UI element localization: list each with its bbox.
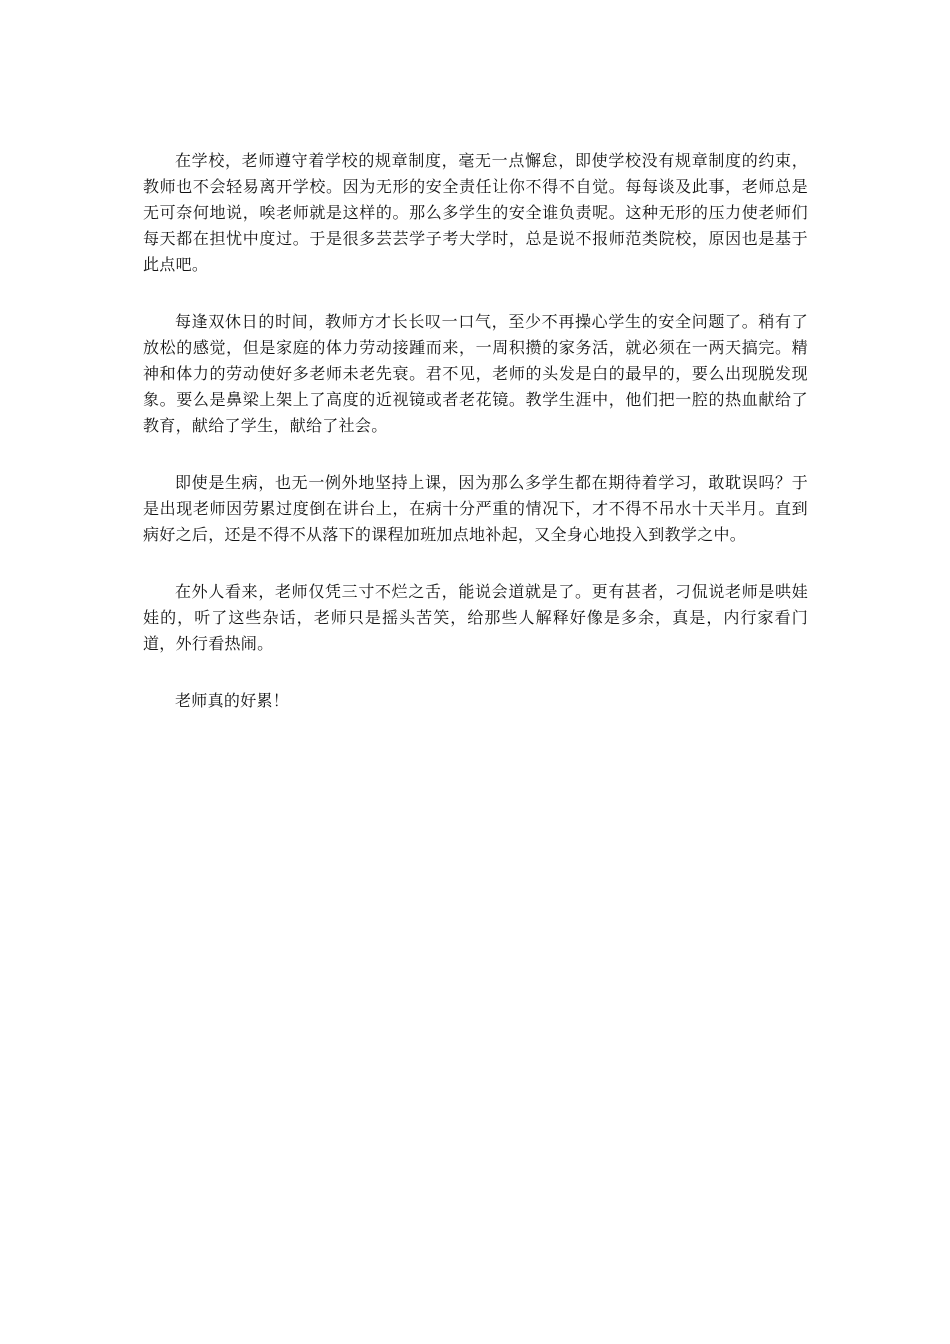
paragraph-5: 老师真的好累！ bbox=[175, 691, 290, 710]
paragraph-1: 在学校，老师遵守着学校的规章制度，毫无一点懈怠，即使学校没有规章制度的约束，教师也不会轻易离开学校。因为无形的安全责任让你不得不自觉。每每谈及此事，老师总是无可奈何地说，唉老师就是这样的。那么多学生的安全谁负责呢。这种无形的压力使老师们每天都在担忧中度过。于是很多芸芸学子考大学时，总是说不报师范类院校，原因也是基于此点吧。 bbox=[143, 151, 808, 274]
paragraph-4: 在外人看来，老师仅凭三寸不烂之舌，能说会道就是了。更有甚者，刁侃说老师是哄娃娃的，听了这些杂话，老师只是摇头苦笑，给那些人解释好像是多余，真是，内行家看门道，外行看热闹。 bbox=[143, 582, 808, 653]
paragraph-2: 每逢双休日的时间，教师方才长长叹一口气，至少不再操心学生的安全问题了。稍有了放松的感觉，但是家庭的体力劳动接踵而来，一周积攒的家务活，就必须在一两天搞完。精神和体力的劳动使好多老师未老先衰。君不见，老师的头发是白的最早的，要么出现脱发现象。要么是鼻梁上架上了高度的近视镜或者老花镜。教学生涯中，他们把一腔的热血献给了教育，献给了学生，献给了社会。 bbox=[143, 312, 808, 435]
paragraph-3: 即使是生病，也无一例外地坚持上课，因为那么多学生都在期待着学习，敢耽误吗？于是出现老师因劳累过度倒在讲台上，在病十分严重的情况下，才不得不吊水十天半月。直到病好之后，还是不得不从落下的课程加班加点地补起，又全身心地投入到教学之中。 bbox=[143, 473, 808, 544]
document-body bbox=[143, 148, 808, 745]
